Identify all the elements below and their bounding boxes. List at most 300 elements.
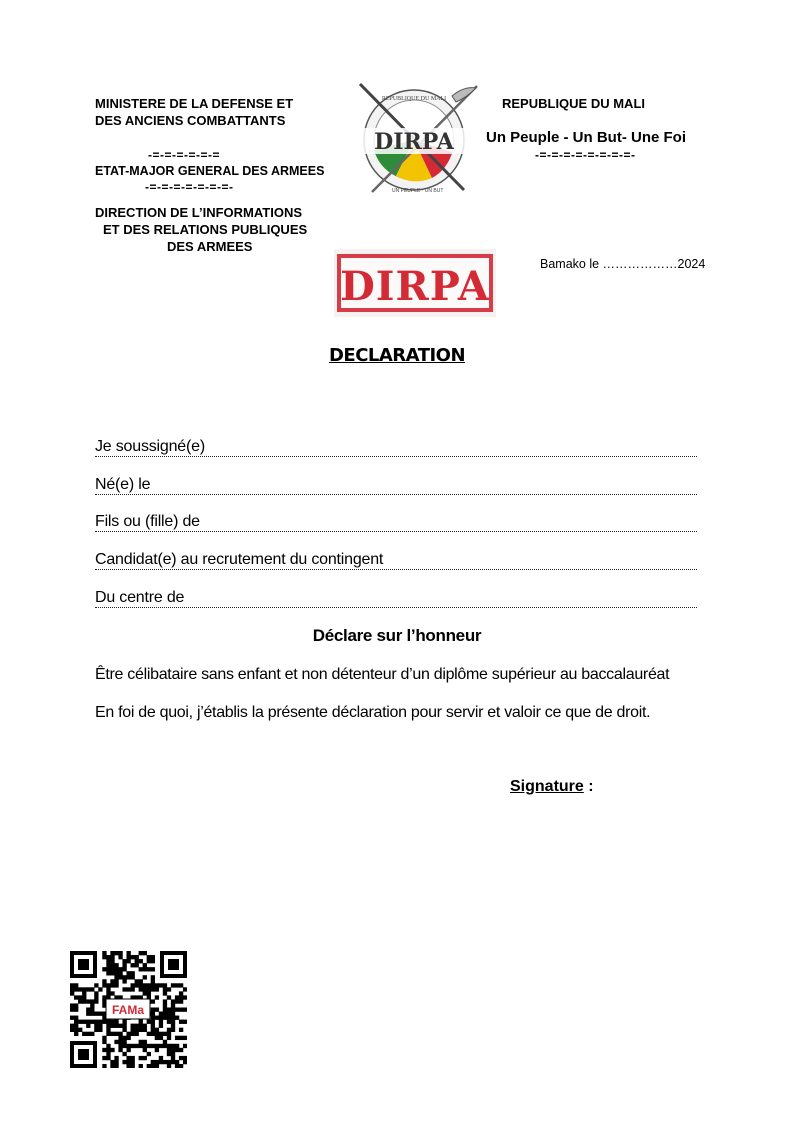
field-fils-fille[interactable] (95, 513, 697, 535)
qr-module (163, 987, 167, 991)
qr-module (167, 1036, 171, 1040)
qr-module (102, 1056, 106, 1060)
qr-module (167, 987, 171, 991)
national-motto: Un Peuple - Un But- Une Foi (486, 129, 686, 146)
qr-module (167, 1048, 171, 1052)
direction-line-3: DES ARMEES (167, 239, 253, 254)
qr-module (151, 1016, 155, 1020)
qr-module (126, 1032, 130, 1036)
qr-module (114, 975, 118, 979)
qr-module (126, 951, 130, 955)
field-label: Fils ou (fille) de (95, 513, 200, 530)
qr-module (70, 1028, 74, 1032)
qr-module (159, 1012, 163, 1016)
qr-module (106, 963, 110, 967)
qr-module (147, 959, 151, 963)
date-line: Bamako le ………………2024 (540, 257, 706, 271)
qr-module (131, 1060, 135, 1064)
qr-module (94, 991, 98, 995)
qr-module (110, 991, 114, 995)
qr-module (82, 987, 86, 991)
qr-module (90, 987, 94, 991)
qr-module (70, 1007, 74, 1011)
qr-module (82, 995, 86, 999)
stamp-text: DIRPA (340, 263, 490, 310)
qr-module (151, 1012, 155, 1016)
qr-module (167, 1060, 171, 1064)
qr-module (147, 987, 151, 991)
qr-module (167, 1064, 171, 1068)
qr-module (163, 1003, 167, 1007)
qr-module (175, 1060, 179, 1064)
qr-module (159, 1016, 163, 1020)
qr-module (118, 975, 122, 979)
field-label: Né(e) le (95, 476, 151, 493)
qr-module (155, 983, 159, 987)
qr-module (171, 1007, 175, 1011)
qr-module (175, 1036, 179, 1040)
qr-module (131, 971, 135, 975)
qr-module (159, 1060, 163, 1064)
qr-module (155, 1044, 159, 1048)
qr-module (106, 1032, 110, 1036)
qr-module (179, 983, 183, 987)
qr-module (78, 987, 82, 991)
qr-module (155, 1007, 159, 1011)
qr-module (122, 979, 126, 983)
qr-module (163, 1032, 167, 1036)
qr-module (114, 1040, 118, 1044)
qr-module (183, 1036, 187, 1040)
qr-module (155, 1064, 159, 1068)
qr-module (70, 1016, 74, 1020)
qr-module (86, 1032, 90, 1036)
qr-module (143, 967, 147, 971)
qr-module (126, 959, 130, 963)
qr-module (171, 1003, 175, 1007)
qr-module (175, 1048, 179, 1052)
qr-module (163, 1044, 167, 1048)
qr-module (74, 1016, 78, 1020)
dotted-line (95, 456, 697, 457)
qr-module (118, 1040, 122, 1044)
qr-module (163, 999, 167, 1003)
qr-module (102, 979, 106, 983)
staff-header: ETAT-MAJOR GENERAL DES ARMEES (95, 164, 325, 178)
qr-module (78, 1020, 82, 1024)
qr-module (151, 975, 155, 979)
qr-module (70, 987, 74, 991)
qr-module (171, 1020, 175, 1024)
qr-module (106, 1048, 110, 1052)
qr-module (114, 1056, 118, 1060)
qr-module (143, 1028, 147, 1032)
qr-module (139, 1028, 143, 1032)
dotted-line (95, 531, 697, 532)
qr-module (167, 1044, 171, 1048)
qr-module (122, 1044, 126, 1048)
qr-module (94, 1012, 98, 1016)
qr-module (171, 999, 175, 1003)
qr-module (167, 1052, 171, 1056)
emblem-text: DIRPA (374, 129, 454, 155)
qr-module (86, 999, 90, 1003)
qr-module (139, 1040, 143, 1044)
qr-code-graphic (70, 951, 187, 1068)
qr-module (126, 971, 130, 975)
qr-module (126, 1044, 130, 1048)
qr-module (151, 967, 155, 971)
qr-module (126, 1060, 130, 1064)
qr-module (151, 987, 155, 991)
qr-module (139, 987, 143, 991)
field-ne-le[interactable] (95, 476, 697, 498)
qr-module (78, 995, 82, 999)
qr-module (110, 955, 114, 959)
qr-module (106, 971, 110, 975)
qr-module (155, 987, 159, 991)
qr-module (106, 967, 110, 971)
qr-module (110, 971, 114, 975)
qr-module (147, 983, 151, 987)
qr-module (114, 1032, 118, 1036)
qr-module (155, 1016, 159, 1020)
qr-module (106, 987, 110, 991)
qr-module (179, 1036, 183, 1040)
declare-wrap (0, 626, 794, 646)
qr-module (171, 983, 175, 987)
qr-module (106, 1056, 110, 1060)
qr-module (110, 983, 114, 987)
qr-module (155, 1032, 159, 1036)
qr-module (179, 1020, 183, 1024)
dotted-line (95, 607, 697, 608)
qr-module (171, 1024, 175, 1028)
qr-module (131, 1044, 135, 1048)
qr-module (122, 1020, 126, 1024)
qr-module (151, 1060, 155, 1064)
qr-module (122, 963, 126, 967)
qr-module (110, 959, 114, 963)
qr-module (90, 1012, 94, 1016)
qr-module (94, 995, 98, 999)
qr-module (151, 1020, 155, 1024)
qr-module (143, 1044, 147, 1048)
qr-module (131, 1064, 135, 1068)
qr-module (171, 1060, 175, 1064)
qr-module (118, 1032, 122, 1036)
qr-module (183, 1007, 187, 1011)
qr-module (147, 1032, 151, 1036)
qr-module (175, 999, 179, 1003)
qr-module (139, 967, 143, 971)
qr-module (70, 991, 74, 995)
qr-module (159, 1044, 163, 1048)
qr-module (102, 1048, 106, 1052)
qr-module (167, 1028, 171, 1032)
qr-module (122, 1028, 126, 1032)
qr-module (114, 971, 118, 975)
qr-module (131, 975, 135, 979)
motto-separator: -=-=-=-=-=-=-=-=- (535, 148, 636, 162)
qr-module (102, 1040, 106, 1044)
qr-module (126, 1064, 130, 1068)
qr-module (94, 1024, 98, 1028)
qr-module (86, 987, 90, 991)
qr-module (183, 1056, 187, 1060)
qr-module (122, 987, 126, 991)
qr-module (143, 1040, 147, 1044)
qr-module (163, 1060, 167, 1064)
qr-module (163, 1016, 167, 1020)
qr-module (90, 1020, 94, 1024)
qr-module (151, 1044, 155, 1048)
qr-module (114, 1024, 118, 1028)
qr-module (74, 1032, 78, 1036)
qr-module (110, 1020, 114, 1024)
field-label: Candidat(e) au recrutement du contingent (95, 551, 384, 568)
qr-module (151, 1028, 155, 1032)
qr-module (175, 983, 179, 987)
qr-module (171, 1012, 175, 1016)
qr-module (94, 983, 98, 987)
qr-module (139, 1064, 143, 1068)
qr-module (135, 1032, 139, 1036)
qr-module (175, 1007, 179, 1011)
qr-module (118, 1036, 122, 1040)
qr-module (151, 959, 155, 963)
qr-module (106, 983, 110, 987)
qr-module (106, 991, 110, 995)
qr-module (143, 983, 147, 987)
qr-module (167, 1032, 171, 1036)
qr-module (143, 975, 147, 979)
qr-module (155, 1028, 159, 1032)
qr-module (171, 1028, 175, 1032)
qr-module (106, 1024, 110, 1028)
qr-module (159, 1020, 163, 1024)
qr-module (122, 959, 126, 963)
qr-module (114, 951, 118, 955)
qr-module (139, 979, 143, 983)
statement-text: Être célibataire sans enfant et non détenteur d’un diplôme supérieur au baccalauréat (95, 666, 670, 683)
qr-module (118, 1048, 122, 1052)
qr-module (110, 1048, 114, 1052)
qr-code (70, 951, 187, 1068)
qr-module (98, 1020, 102, 1024)
field-label: Du centre de (95, 589, 185, 606)
qr-module (78, 999, 82, 1003)
qr-module (175, 1016, 179, 1020)
qr-module (70, 1024, 74, 1028)
qr-module (110, 1032, 114, 1036)
qr-module (78, 1028, 82, 1032)
qr-module (106, 1020, 110, 1024)
qr-module (163, 1040, 167, 1044)
qr-module (114, 1064, 118, 1068)
qr-module (167, 1007, 171, 1011)
qr-module (171, 1016, 175, 1020)
qr-module (139, 959, 143, 963)
qr-module (74, 1020, 78, 1024)
signature-label: Signature (510, 778, 584, 795)
qr-module (147, 955, 151, 959)
qr-module (90, 1032, 94, 1036)
dirpa-stamp (333, 248, 497, 318)
qr-module (131, 955, 135, 959)
qr-module (74, 1024, 78, 1028)
qr-module (110, 1024, 114, 1028)
qr-module (106, 1052, 110, 1056)
qr-module (94, 1020, 98, 1024)
qr-module (171, 1048, 175, 1052)
qr-module (106, 1028, 110, 1032)
qr-module (118, 955, 122, 959)
qr-module (82, 991, 86, 995)
qr-module (135, 1044, 139, 1048)
qr-module (167, 1012, 171, 1016)
qr-module (74, 995, 78, 999)
qr-module (163, 1007, 167, 1011)
qr-module (143, 991, 147, 995)
qr-module (102, 1020, 106, 1024)
qr-module (179, 1007, 183, 1011)
qr-module (102, 983, 106, 987)
qr-module (143, 1056, 147, 1060)
qr-module (131, 1024, 135, 1028)
title-wrap (0, 345, 794, 366)
qr-module (139, 1044, 143, 1048)
field-label: Je soussigné(e) (95, 438, 205, 455)
qr-module (131, 1028, 135, 1032)
qr-module (74, 983, 78, 987)
signature-colon: : (583, 778, 594, 795)
qr-module (114, 979, 118, 983)
qr-module (183, 1020, 187, 1024)
qr-module (74, 1007, 78, 1011)
qr-module (147, 991, 151, 995)
qr-module (175, 1044, 179, 1048)
qr-module (122, 1036, 126, 1040)
qr-module (155, 1048, 159, 1052)
qr-module (131, 1056, 135, 1060)
qr-module (163, 983, 167, 987)
qr-module (86, 1007, 90, 1011)
qr-module (147, 1052, 151, 1056)
direction-line-1: DIRECTION DE L’INFORMATIONS (95, 205, 303, 220)
qr-module (131, 983, 135, 987)
qr-module (179, 995, 183, 999)
qr-module (151, 983, 155, 987)
qr-module (74, 1028, 78, 1032)
qr-module (126, 1048, 130, 1052)
qr-module (118, 971, 122, 975)
qr-module (122, 1060, 126, 1064)
qr-module (151, 1064, 155, 1068)
qr-module (171, 1056, 175, 1060)
qr-module (143, 951, 147, 955)
qr-module (106, 1044, 110, 1048)
qr-module (94, 1028, 98, 1032)
ministry-line-2: DES ANCIENS COMBATTANTS (95, 113, 286, 128)
qr-module (126, 1056, 130, 1060)
qr-logo-text: FAMa (111, 1003, 145, 1017)
qr-module (171, 1052, 175, 1056)
qr-module (159, 1056, 163, 1060)
field-soussigne[interactable] (95, 438, 697, 460)
qr-module (139, 983, 143, 987)
qr-module (110, 1060, 114, 1064)
qr-module (102, 951, 106, 955)
qr-module (86, 1024, 90, 1028)
field-centre[interactable] (95, 589, 697, 611)
qr-module (126, 1036, 130, 1040)
qr-module (175, 995, 179, 999)
qr-module (163, 991, 167, 995)
qr-module (118, 1044, 122, 1048)
qr-module (159, 983, 163, 987)
qr-module (179, 1056, 183, 1060)
qr-module (86, 1012, 90, 1016)
qr-module (135, 979, 139, 983)
qr-module (118, 1024, 122, 1028)
ministry-header (95, 95, 345, 129)
declare-heading: Déclare sur l’honneur (312, 626, 482, 645)
qr-module (135, 955, 139, 959)
qr-module (147, 1020, 151, 1024)
qr-module (135, 1024, 139, 1028)
qr-module (70, 983, 74, 987)
qr-module (118, 967, 122, 971)
qr-module (122, 967, 126, 971)
stamp-graphic (333, 248, 497, 318)
qr-module (106, 955, 110, 959)
qr-module (139, 951, 143, 955)
qr-module (90, 1003, 94, 1007)
qr-module (74, 987, 78, 991)
qr-module (126, 975, 130, 979)
qr-module (114, 983, 118, 987)
qr-module (147, 967, 151, 971)
qr-module (167, 995, 171, 999)
qr-module (98, 987, 102, 991)
qr-module (114, 967, 118, 971)
qr-module (122, 1040, 126, 1044)
qr-module (102, 967, 106, 971)
qr-module (155, 995, 159, 999)
qr-module (110, 1064, 114, 1068)
qr-module (183, 995, 187, 999)
qr-module (114, 1020, 118, 1024)
qr-module (175, 1064, 179, 1068)
qr-module (106, 959, 110, 963)
qr-module (155, 1060, 159, 1064)
qr-module (135, 1028, 139, 1032)
qr-module (171, 1044, 175, 1048)
qr-module (183, 1044, 187, 1048)
closing-text: En foi de quoi, j’établis la présente déclaration pour servir et valoir ce que de droit. (95, 704, 651, 721)
dotted-line (95, 569, 697, 570)
qr-module (135, 963, 139, 967)
direction-line-2: ET DES RELATIONS PUBLIQUES (103, 222, 308, 237)
qr-module (110, 963, 114, 967)
qr-module (110, 967, 114, 971)
field-candidat[interactable] (95, 551, 697, 573)
qr-module (90, 1007, 94, 1011)
qr-module (179, 999, 183, 1003)
qr-module (126, 987, 130, 991)
country-name: REPUBLIQUE DU MALI (502, 96, 645, 111)
